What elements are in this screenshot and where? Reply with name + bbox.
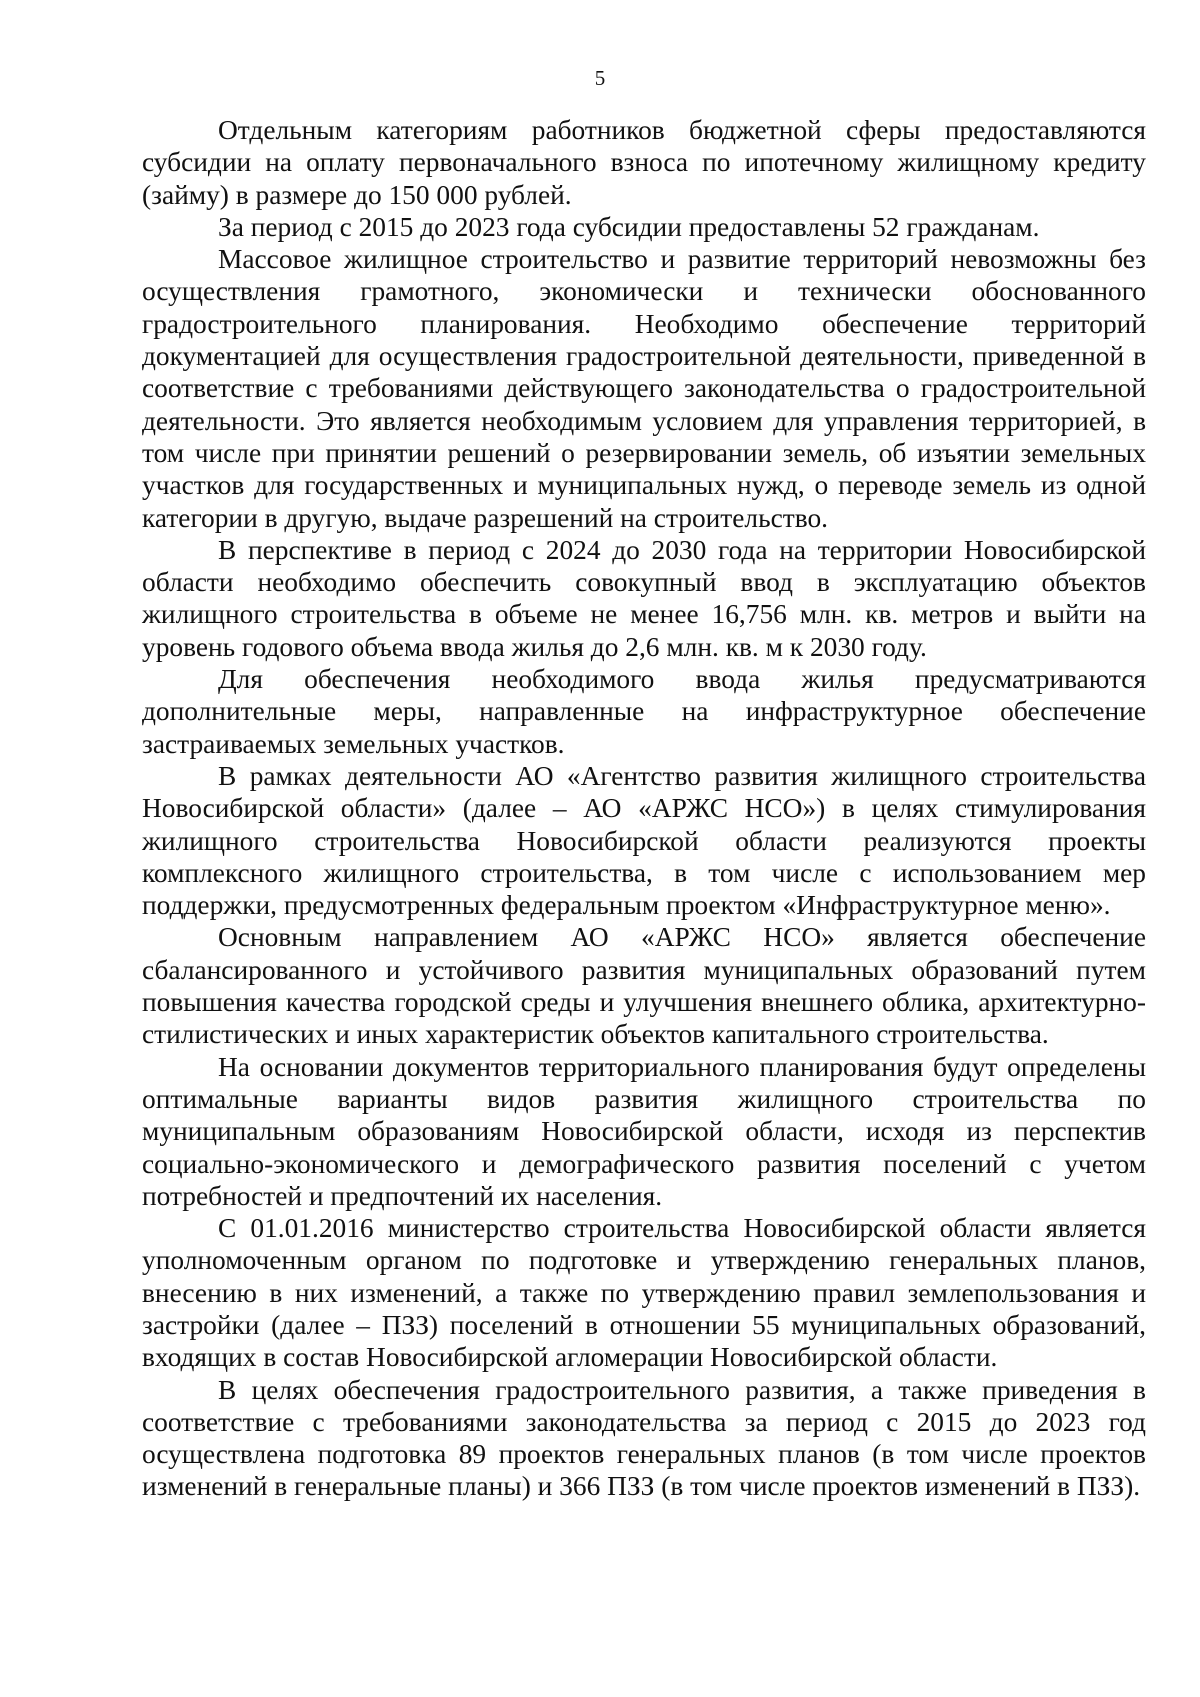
paragraph-infrastructure-measures: Для обеспечения необходимого ввода жилья предусматриваются дополнительные меры, направленные на инфраструктурное обеспечение застраиваемых земельных участков.: [142, 664, 1146, 759]
paragraph-arzhs-projects: В рамках деятельности АО «Агентство развития жилищного строительства Новосибирской области» (далее – АО «АРЖС НСО») в целях стимулирования жилищного строительства Новосибирской области реализуются проекты комплексного жилищного строительства, в том числе с использованием мер поддержки, предусмотренных федеральным проектом «Инфраструктурное меню».: [142, 760, 1146, 921]
paragraph-subsidies-granted: За период с 2015 до 2023 года субсидии предоставлены 52 гражданам.: [218, 211, 1040, 242]
paragraph-territorial-planning: На основании документов территориального планирования будут определены оптимальные варианты видов развития жилищного строительства по муниципальным образованиям Новосибирской области, исходя из перспектив социально-экономического и демографического развития поселений с учетом потребностей и предпочтений их населения.: [142, 1051, 1146, 1211]
paragraph-arzhs-direction: Основным направлением АО «АРЖС НСО» является обеспечение сбалансированного и устойчивого развития муниципальных образований путем повышения качества городской среды и улучшения внешнего облика, архитектурно-стилистических и иных характеристик объектов капитального строительства.: [142, 922, 1146, 1050]
paragraph-urban-planning: Массовое жилищное строительство и развитие территорий невозможны без осуществления грамотного, экономически и технически обоснованного градостроительного планирования. Необходимо обеспечение территорий документацией для осуществления градостроительной деятельности, приведенной в соответствие с требованиями действующего законодательства о градостроительной деятельности. Это является необходимым условием для управления территорией, в том числе при принятии решений о резервировании земель, об изъятии земельных участков для государственных и муниципальных нужд, о переводе земель из одной категории в другую, выдаче разрешений на строительство.: [142, 244, 1146, 533]
document-body: [142, 114, 1146, 1503]
page-number: 5: [594, 66, 606, 90]
paragraph-housing-outlook: В перспективе в период с 2024 до 2030 года на территории Новосибирской области необходимо обеспечить совокупный ввод в эксплуатацию объектов жилищного строительства в объеме не менее 16,756 млн. кв. метров и выйти на уровень годового объема ввода жилья до 2,6 млн. кв. м к 2030 году.: [142, 534, 1146, 662]
paragraph-budget-subsidies: Отдельным категориям работников бюджетной сферы предоставляются субсидии на оплату первоначального взноса по ипотечному жилищному кредиту (займу) в размере до 150 000 рублей.: [142, 115, 1146, 210]
paragraph-ministry-authority: С 01.01.2016 министерство строительства Новосибирской области является уполномоченным органом по подготовке и утверждению генеральных планов, внесению в них изменений, а также по утверждению правил землепользования и застройки (далее – ПЗЗ) поселений в отношении 55 муниципальных образований, входящих в состав Новосибирской агломерации Новосибирской области.: [142, 1213, 1146, 1373]
paragraph-general-plans: В целях обеспечения градостроительного развития, а также приведения в соответствие с требованиями законодательства за период с 2015 до 2023 год осуществлена подготовка 89 проектов генеральных планов (в том числе проектов изменений в генеральные планы) и 366 ПЗЗ (в том числе проектов изменений в ПЗЗ).: [142, 1374, 1146, 1502]
